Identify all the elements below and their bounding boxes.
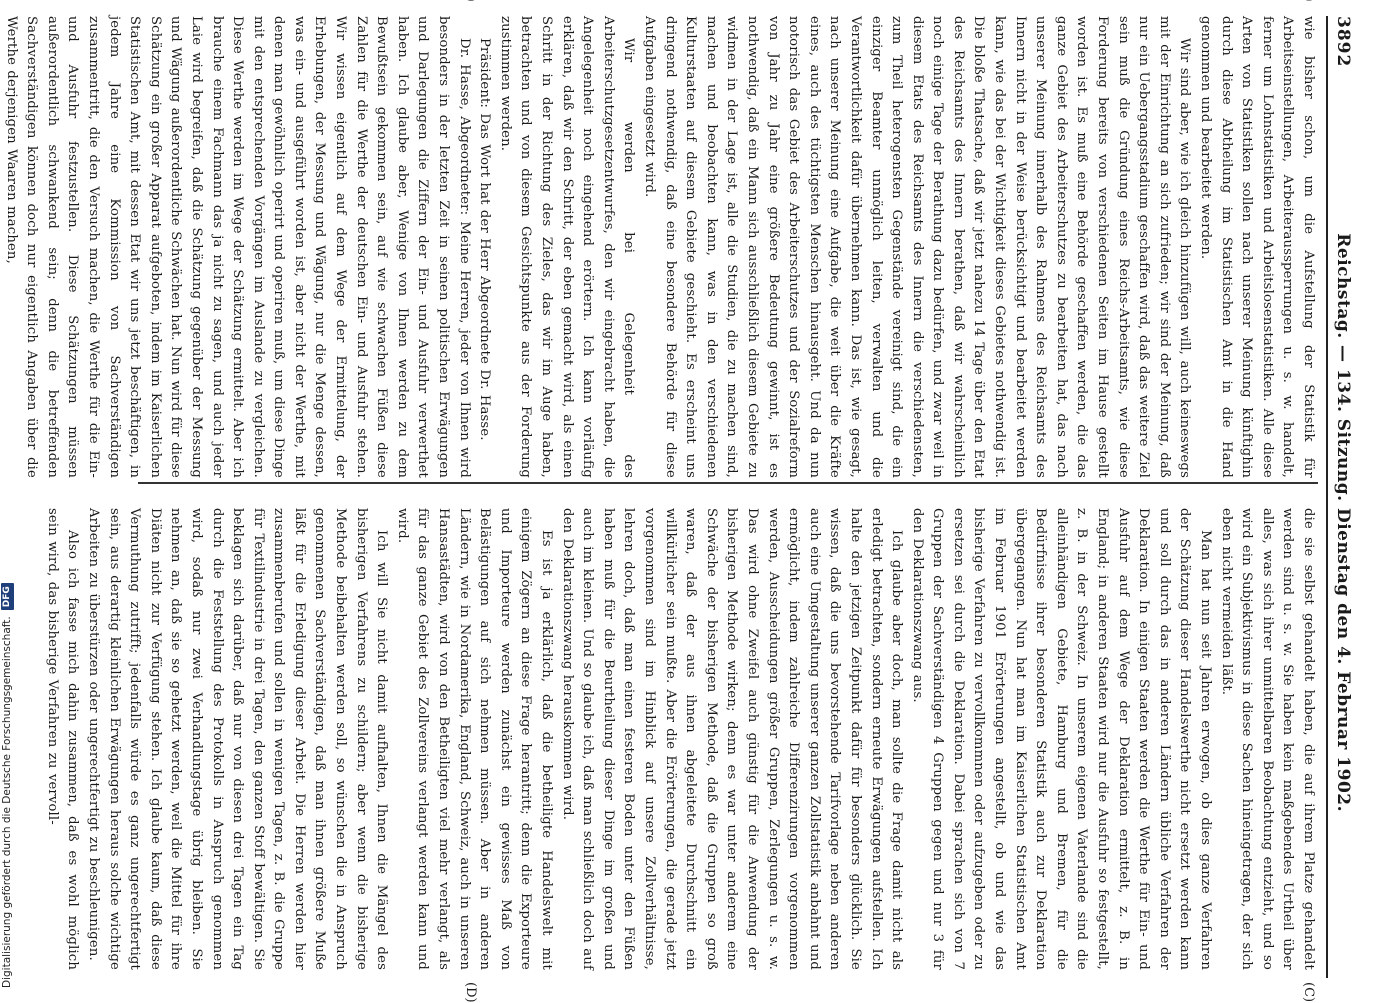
digitization-credit <box>0 0 14 1000</box>
paragraph: Ich will Sie nicht damit aufhalten, Ihnen die Mängel des bisherigen Verfahrens zu schildern; aber wenn die bisherige Methode beibehalten werden soll, so wünschen die in Anspruch genommenen Sachverständigen, daß man ihnen größere Muße läßt für die Erledigung dieser Arbeit. Die Herren werden hier zusammenberufen und sollen in wenigen Tagen, z. B. die Gruppe für Textilindustrie in drei Tagen, den ganzen Stoff bewältigen. Sie beklagen sich darüber, daß nur von diesen drei Tagen ein Tag durch die Feststellung des Protokolls in Anspruch genommen wird, sodaß nur zwei Verhandlungstage übrig bleiben. Sie nehmen an, daß sie so gehetzt werden, weil die Mittel für ihre Diäten nicht zur Verfügung stehen. Ich glaube kaum, daß diese Vermuthung zutrifft; jedenfalls würde es ganz ungerechtfertigt sein, aus derartig kleinlichen Erwägungen heraus solche wichtige Arbeiten zu überstürzen oder ungerechtfertigt zu beschleunigen. <box>85 508 390 970</box>
margin-mark-c: (C) <box>1301 982 1316 1003</box>
paragraph: Präsident: Das Wort hat der Herr Abgeordnete Dr. Hasse. <box>477 38 493 441</box>
right-column <box>44 508 1318 970</box>
column-divider <box>138 482 1318 484</box>
credit-text: Digitalisierung gefördert durch die Deutsche Forschungsgemeinschaft. <box>1 616 13 988</box>
paragraph: Es ist ja erklärlich, daß die betheiligte Handelswelt mit einigem Zögern an diese Frage herantritt; denn die Exporteure und Importeure werden zunächst ein gewisses Maß von Belästigungen auf sich nehmen müssen. Aber in anderen Ländern, wie in Nordamerika, England, Schweiz, auch in unseren Hansastädten, wird von den Betheiligten viel mehr verlangt, als für das ganze Gebiet des Zollvereins verlangt werden kann und wird. <box>394 508 555 970</box>
dfg-logo: DFG <box>1 583 14 610</box>
paragraph: Wir sind aber, wie ich gleich hinzufügen will, auch keineswegs mit der Einrichtung an sich zufrieden; wir sind der Meinung, daß nur ein Uebergangsstadium geschaffen wird, daß das weitere Ziel sein muß die Gründung eines Reichs-Arbeitsamts, wie diese Forderung bereits von verschiedenen Seiten im Hause gestellt worden ist. Es muß eine Behörde geschaffen werden, die das ganze Gebiet des Arbeiterschutzes zu bearbeiten hat, das nach unserer Meinung innerhalb des Rahmens des Reichsamts des Innern nicht in der Weise berücksichtigt und bearbeitet werden kann, wie das bei der Wichtigkeit dieses Gebietes nothwendig ist. Die bloße Thatsache, daß wir jetzt nahezu 14 Tage über den Etat des Reichsamts des Innern berathen, daß wir wahrscheinlich noch einige Tage der Berathung dazu bedürfen, und zwar weil in diesem Etats des Reichsamts des Innern die verschiedensten, zum Theil heterogensten Gegenstände vereinigt sind, die ein einziger Beamter unmöglich leiten, verwalten und die Verantwortlichkeit dafür übernehmen kann. Das ist, wie gesagt, nach unserer Meinung eine Aufgabe, die weit über die Kräfte eines, auch des tüchtigsten Menschen hinausgeht. Und da nun notorisch das Gebiet des Arbeiterschutzes und der Sozialreform von Jahr zu Jahr eine größere Bedeutung gewinnt, ist es nothwendig, daß ein Mann sich ausschließlich diesem Gebiete zu widmen in der Lage ist, alle die Studien, die zu machen sind, machen und beobachten kann, was in den verschiedenen Kulturstaaten auf diesem Gebiete geschieht. Es erscheint uns dringend nothwendig, daß eine besondere Behörde für diese Aufgaben eingesetzt wird. <box>642 16 1193 478</box>
paragraph: die sie selbst gehandelt haben, die auf ihrem Platze gehandelt werden sind u. s. w. Sie haben kein maßgebendes Urtheil über alles, was sich ihrer unmittelbaren Beobachtung entzieht, und so wird ein Subjektivismus in diese Sachen hineingetragen, der sich eben nicht vermeiden läßt. <box>1218 508 1316 970</box>
paragraph: wie bisher schon, um die Aufstellung der Statistik für Arbeitseinstellungen, Arbeiteraussperrungen u. s. w. handelt, ferner um Lohnstatistiken und Arbeitslosenstatistiken. Alle diese Arten von Statistiken sollen nach unserer Meinung künftighin durch diese Abtheilung im Statistischen Amt in die Hand genommen und bearbeitet werden. <box>1198 16 1316 478</box>
paragraph: Also ich fasse mich dahin zusammen, daß es wohl möglich sein wird, das bisherige Verfahren zu vervoll- <box>44 508 81 970</box>
page-number: 3892 <box>1333 16 1353 68</box>
paragraph: Dr. Hasse, Abgeordneter: Meine Herren, jeder von Ihnen wird besonders in der letzten Zeit in seinen politischen Erwägungen und Darlegungen die Ziffern der Ein- und Ausfuhr verwerthet haben. Ich glaube aber, Wenige von Ihnen werden zu dem Bewußtsein gekommen sein, auf wie schwachen Füßen diese Zahlen für die Werthe der deutschen Ein- und Ausfuhr stehen. Wir wissen eigentlich auf dem Wege der Ermittelung, der Erhebungen, der Messung und Wägung, nur die Menge dessen, was ein- und ausgeführt worden ist, aber nicht der Werthe, mit denen man gewöhnlich operirt und operiren muß, um diese Dinge mit den entsprechenden Vorgängen im Auslande zu vergleichen. Diese Werthe werden im Wege der Schätzung ermittelt. Aber ich brauche einem Fachmann das ja nicht zu sagen, und auch jeder Laie wird begreifen, daß die Schätzung gegenüber der Messung und Wägung außerordentliche Schwächen hat. Nun wird für diese Schätzung ein großer Apparat aufgeboten, indem im Kaiserlichen Statistischen Amt, mit dessen Etat wir uns jetzt beschäftigen, in jedem Jahre eine Kommission von Sachverständigen zusammentritt, die den Versuch machen, die Werthe für die Ein- und Ausfuhr festzustellen. Diese Schätzungen müssen außerordentlich schwankend sein; denn die betreffenden Sachverständigen können doch nur eigentlich Angaben über die Werthe derjenigen Waaren machen, <box>3 16 472 478</box>
paragraph: Man hat nun seit Jahren erwogen, ob dies ganze Verfahren der Schätzung dieser Handelswerthe nicht ersetzt werden kann und soll durch das in anderen Ländern übliche Verfahren der Deklaration. In einigen Staaten werden die Werthe für Ein- und Ausfuhr auf dem Wege der Deklaration ermittelt, z. B. in England; in anderen Staaten wird nur die Ausfuhr so festgestellt, z. B. in der Schweiz. In unserem eigenen Vaterlande sind die alleinhändigen Gebiete, Hamburg und Bremen, für die Bedürfnisse ihrer besonderen Statistik auch zur Deklaration übergegangen. Nun hat man im Kaiserlichen Statistischen Amt im Februar 1901 Erörterungen angestellt, ob und wie das bisherige Verfahren zu vervollkommnen oder aufzugeben oder zu ersetzen sei durch die Deklaration. Dabei sprachen sich von 7 Gruppen der Sachverständigen 4 Gruppen gegen und nur 3 für den Deklarationszwang aus. <box>909 508 1214 970</box>
session-heading: Reichstag. — 134. Sitzung. Dienstag den 4. Februar 1902. <box>1333 233 1353 813</box>
margin-mark-b <box>463 0 478 2</box>
margin-mark-a <box>1301 0 1316 2</box>
page-header <box>1326 16 1358 978</box>
paragraph: Ich glaube aber doch, man sollte die Frage damit nicht als erledigt betrachten, sondern erneute Erwägungen aufstellen. Ich halte den jetzigen Zeitpunkt dafür für besonders glücklich. Sie wissen, daß die uns bevorstehende Tarifvorlage neben anderen auch eine Umgestaltung unserer ganzen Zollstatistik anbahnt und ermöglicht, indem zahlreiche Differenzirungen vorgenommen werden, Ausscheidungen größer Gruppen, Zerlegungen u. s. w. Das wird ohne Zweifel auch günstig für die Anwendung der bisherigen Methode wirken; denn es war unter anderem eine Schwäche der bisherigen Methode, daß die Gruppen so groß waren, daß der aus ihnen abgeleitete Durchschnitt ein willkürlicher sein mußte. Aber die Erörterungen, die gerade jetzt vorgenommen sind im Hinblick auf unsere Zollverhältnisse, lehren doch, daß man einen festeren Boden unter den Füßen haben muß für die Beurtheilung dieser Dinge im großen und auch im kleinen. Und so glaube ich, daß man schließlich doch auf den Deklarationszwang herauskommen wird. <box>559 508 905 970</box>
paragraph: Wir werden bei Gelegenheit des Arbeiterschutzgesetzentwurfes, den wir eingebracht haben, die Angelegenheit noch eingehend erörtern. Ich kann vorläufig erklären, daß wir den Schritt, der eben gemacht wird, als einen Schritt in der Richtung des Zieles, das wir im Auge haben, betrachten und von diesem Gesichtspunkte aus der Forderung zustimmen werden. <box>497 16 637 478</box>
margin-mark-d: (D) <box>463 982 478 1003</box>
left-column <box>3 16 1318 478</box>
